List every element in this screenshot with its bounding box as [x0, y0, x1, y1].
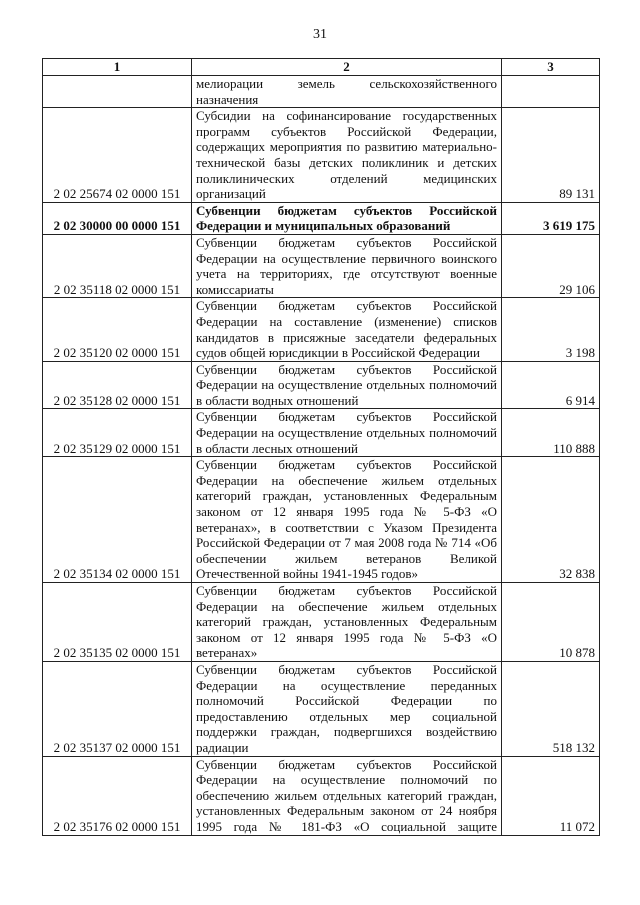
header-col-2: 2 [192, 59, 502, 76]
row-code: 2 02 25674 02 0000 151 [43, 108, 192, 203]
table-row [43, 234, 600, 297]
row-code: 2 02 35176 02 0000 151 [43, 756, 192, 835]
table-row [43, 361, 600, 409]
table-row [43, 76, 600, 108]
row-description: Субвенции бюджетам субъектов Российской Федерации на осуществление отдельных полномочий в области лесных отношений [192, 409, 502, 457]
row-description: Субвенции бюджетам субъектов Российской Федерации на осуществление отдельных полномочий в области водных отношений [192, 361, 502, 409]
row-description: Субсидии на софинансирование государственных программ субъектов Российской Федерации, содержащих мероприятия по развитию материально-технической базы детских поликлиник и детских поликлинических отделений медицинских организаций [192, 108, 502, 203]
row-description: Субвенции бюджетам субъектов Российской Федерации на осуществление переданных полномочий Российской Федерации по предоставлению отдельных мер социальной поддержки граждан, подвергшихся воздействию радиации [192, 661, 502, 756]
row-description: Субвенции бюджетам субъектов Российской Федерации и муниципальных образований [192, 202, 502, 234]
row-code: 2 02 35137 02 0000 151 [43, 661, 192, 756]
table-header-row [43, 59, 600, 76]
table-row [43, 298, 600, 361]
row-code: 2 02 30000 00 0000 151 [43, 202, 192, 234]
table-row [43, 661, 600, 756]
row-code: 2 02 35129 02 0000 151 [43, 409, 192, 457]
row-description: Субвенции бюджетам субъектов Российской Федерации на осуществление полномочий по обеспечению жильем отдельных категорий граждан, установленных Федеральным законом от 24 ноября 1995 года № 181-ФЗ «О социальной защите [192, 756, 502, 835]
row-amount: 32 838 [502, 457, 600, 583]
budget-table [42, 58, 600, 836]
page-number: 31 [313, 27, 327, 42]
row-amount: 518 132 [502, 661, 600, 756]
row-amount: 3 198 [502, 298, 600, 361]
row-description: Субвенции бюджетам субъектов Российской Федерации на составление (изменение) списков кандидатов в присяжные заседатели федеральных судов общей юрисдикции в Российской Федерации [192, 298, 502, 361]
row-amount: 29 106 [502, 234, 600, 297]
row-code: 2 02 35128 02 0000 151 [43, 361, 192, 409]
row-description: Субвенции бюджетам субъектов Российской Федерации на обеспечение жильем отдельных категорий граждан, установленных Федеральным законом от 12 января 1995 года № 5-ФЗ «О ветеранах», в соответствии с Указом Президента Российской Федерации от 7 мая 2008 года № 714 «Об обеспечении жильем ветеранов Великой Отечественной войны 1941-1945 годов» [192, 457, 502, 583]
row-code: 2 02 35135 02 0000 151 [43, 583, 192, 662]
row-amount: 10 878 [502, 583, 600, 662]
table-row [43, 202, 600, 234]
table-row [43, 756, 600, 835]
row-amount: 11 072 [502, 756, 600, 835]
row-amount: 89 131 [502, 108, 600, 203]
table-row [43, 457, 600, 583]
row-description: Субвенции бюджетам субъектов Российской Федерации на осуществление первичного воинского учета на территориях, где отсутствуют военные комиссариаты [192, 234, 502, 297]
row-code: 2 02 35118 02 0000 151 [43, 234, 192, 297]
table-row [43, 108, 600, 203]
row-code: 2 02 35120 02 0000 151 [43, 298, 192, 361]
table-row [43, 583, 600, 662]
row-description: Субвенции бюджетам субъектов Российской Федерации на обеспечение жильем отдельных категорий граждан, установленных Федеральным законом от 12 января 1995 года № 5-ФЗ «О ветеранах» [192, 583, 502, 662]
row-amount [502, 76, 600, 108]
table-row [43, 409, 600, 457]
row-amount: 6 914 [502, 361, 600, 409]
row-description: мелиорации земель сельскохозяйственного назначения [192, 76, 502, 108]
row-amount: 110 888 [502, 409, 600, 457]
header-col-3: 3 [502, 59, 600, 76]
row-amount: 3 619 175 [502, 202, 600, 234]
row-code [43, 76, 192, 108]
row-code: 2 02 35134 02 0000 151 [43, 457, 192, 583]
header-col-1: 1 [43, 59, 192, 76]
